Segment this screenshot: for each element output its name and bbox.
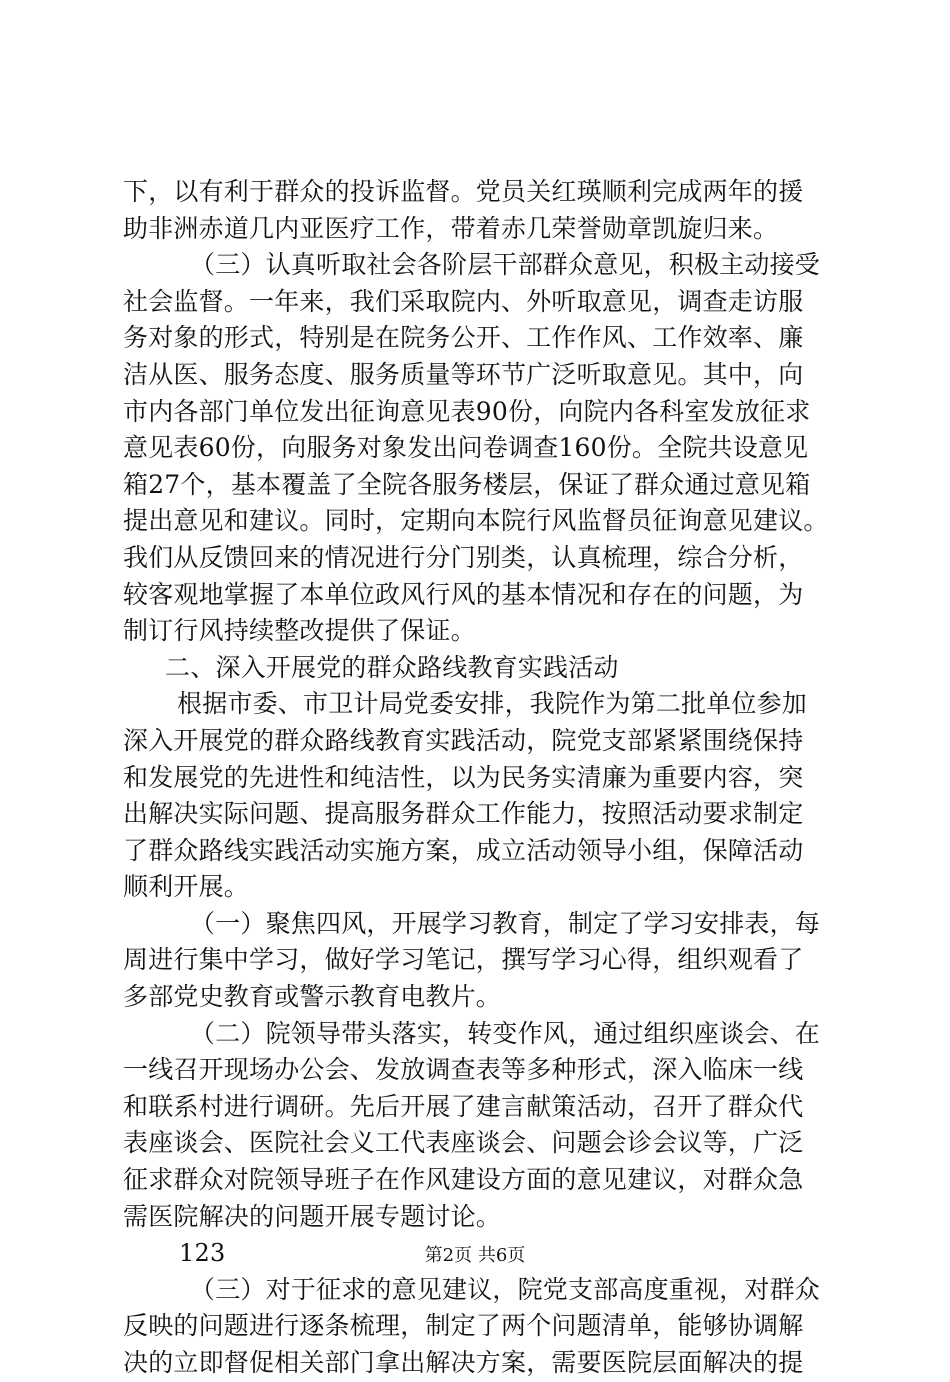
text-line: 洁从医、服务态度、服务质量等环节广泛听取意见。其中，向: [123, 359, 804, 389]
text-line: 和发展党的先进性和纯洁性，以为民务实清廉为重要内容，突: [123, 762, 804, 792]
text-line: 需医院解决的问题开展专题讨论。: [123, 1201, 502, 1231]
text-line: 根据市委、市卫计局党委安排，我院作为第二批单位参加: [177, 689, 808, 719]
text-line: 下，以有利于群众的投诉监督。党员关红瑛顺利完成两年的援: [123, 177, 804, 206]
text-line: 意见表60份，向服务对象发出问卷调查160份。全院共设意见: [123, 433, 809, 463]
text-line: 制订行风持续整改提供了保证。: [123, 616, 476, 646]
inline-number: 123: [179, 1239, 226, 1268]
text-line: 了群众路线实践活动实施方案，成立活动领导小组，保障活动: [123, 835, 804, 865]
text-line: 箱27个，基本覆盖了全院各服务楼层，保证了群众通过意见箱: [123, 469, 811, 499]
page-footer: [0, 1245, 950, 1267]
text-line: 我们从反馈回来的情况进行分门别类，认真梳理，综合分析，: [123, 542, 804, 572]
text-line: 顺利开展。: [123, 872, 250, 902]
text-line: 务对象的形式，特别是在院务公开、工作作风、工作效率、廉: [123, 323, 804, 353]
section-heading: 二、深入开展党的群众路线教育实践活动: [165, 652, 619, 682]
text-line: 一线召开现场办公会、发放调查表等多种形式，深入临床一线: [123, 1055, 804, 1085]
text-line: （三）对于征求的意见建议，院党支部高度重视，对群众: [190, 1274, 821, 1304]
text-line: 和联系村进行调研。先后开展了建言献策活动，召开了群众代: [123, 1091, 804, 1121]
document-body: [123, 174, 833, 1382]
text-line: 反映的问题进行逐条梳理，制定了两个问题清单，能够协调解: [123, 1311, 804, 1341]
page-number-label: 第2页 共6页: [424, 1245, 526, 1266]
text-line: 决的立即督促相关部门拿出解决方案，需要医院层面解决的提: [123, 1348, 804, 1377]
text-line: 市内各部门单位发出征询意见表90份，向院内各科室发放征求: [123, 396, 811, 426]
text-line: 较客观地掌握了本单位政风行风的基本情况和存在的问题，为: [123, 579, 804, 609]
text-line: 周进行集中学习，做好学习笔记，撰写学习心得，组织观看了: [123, 945, 804, 975]
text-line: 助非洲赤道几内亚医疗工作，带着赤几荣誉勋章凯旋归来。: [123, 213, 779, 243]
text-line: 征求群众对院领导班子在作风建设方面的意见建议，对群众急: [123, 1165, 804, 1195]
text-line: （三）认真听取社会各阶层干部群众意见，积极主动接受: [190, 250, 821, 280]
text-line: 多部党史教育或警示教育电教片。: [123, 982, 502, 1012]
text-line: 表座谈会、医院社会义工代表座谈会、问题会诊会议等，广泛: [123, 1128, 804, 1158]
text-line: 出解决实际问题、提高服务群众工作能力，按照活动要求制定: [123, 799, 804, 829]
text-line: （一）聚焦四风，开展学习教育，制定了学习安排表，每: [190, 908, 821, 938]
text-line: 提出意见和建议。同时，定期向本院行风监督员征询意见建议。: [123, 506, 829, 536]
text-line: （二）院领导带头落实，转变作风，通过组织座谈会、在: [190, 1018, 821, 1048]
text-line: 社会监督。一年来，我们采取院内、外听取意见，调查走访服: [123, 286, 804, 316]
text-line: 深入开展党的群众路线教育实践活动，院党支部紧紧围绕保持: [123, 725, 804, 755]
